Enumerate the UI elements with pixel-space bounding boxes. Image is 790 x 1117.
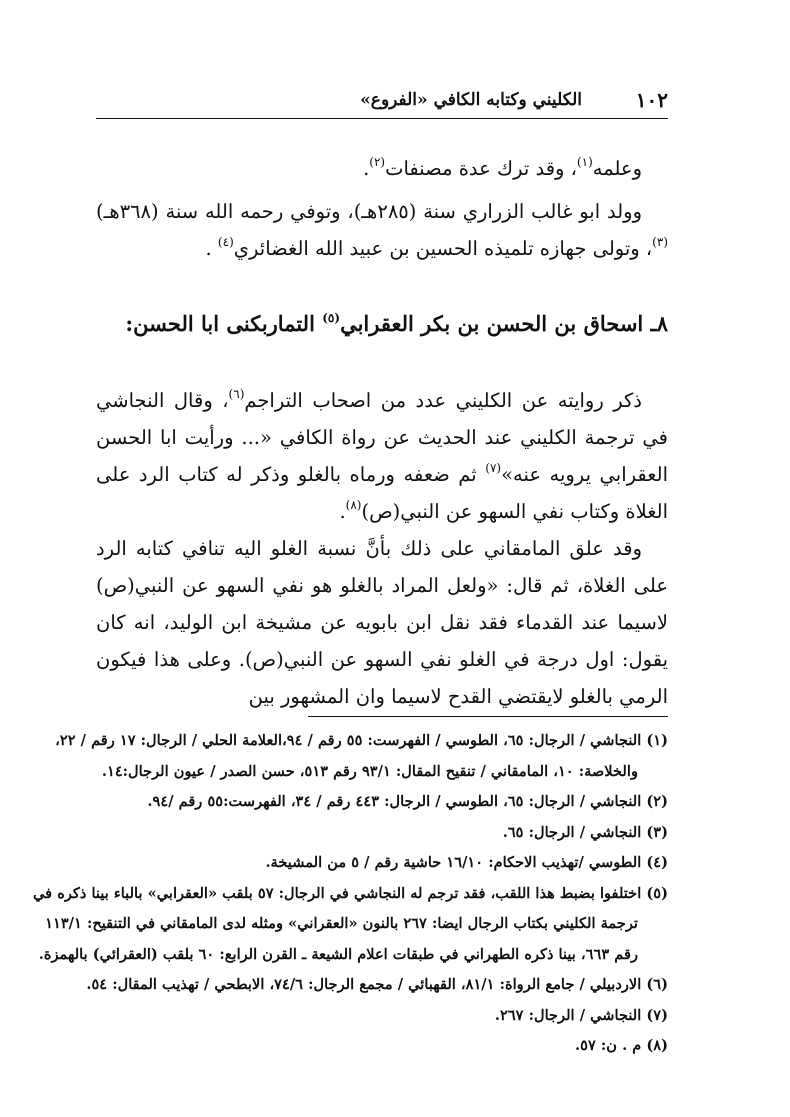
text-run: ، وقال النجاشي في ترجمة الكليني عند الحديث عن رواة الكافي «... ورأيت ابا الحسن العقرابي يرويه عنه»	[96, 389, 669, 486]
paragraph-1	[96, 150, 668, 187]
text-run: ٨ـ اسحاق بن الحسن بن بكر العقرابي	[340, 311, 668, 336]
page-number: ١٠٢	[635, 88, 668, 112]
text-run: .	[339, 500, 346, 523]
footnote-line: (٧) النجاشي / الرجال: ٢٦٧.	[494, 1006, 668, 1024]
text-run: ثم ضعفه ورماه بالغلو وذكر له كتاب الرد على الغلاة وكتاب نفي السهو عن النبي(ص)	[96, 463, 668, 523]
header-divider	[96, 118, 668, 119]
paragraph-3	[96, 382, 668, 530]
footnote-line: (٢) النجاشي / الرجال: ٦٥، الطوسي / الرجال: ٤٤٣ رقم / ٣٤، الفهرست:٥٥ رقم /٩٤.	[147, 793, 668, 810]
text-run: .	[363, 157, 370, 180]
paragraph-2	[96, 193, 668, 267]
footnote-line: (٤) الطوسي /تهذيب الاحكام: ١٦/١٠ حاشية رقم / ٥ من المشيخة.	[265, 854, 668, 871]
footnote-divider	[308, 716, 668, 717]
footnote-ref: (١)	[576, 155, 593, 169]
footnote-line: ترجمة الكليني بكتاب الرجال ايضا: ٢٦٧ بالنون «العقراني» ومثله لدى المامقاني في التنقيح: ١١٣/١	[45, 915, 638, 932]
footnote-ref: (٥)	[322, 311, 341, 325]
footnote-ref: (٤)	[217, 235, 234, 249]
footnotes	[33, 726, 668, 1062]
text-run: ذكر روايته عن الكليني عدد من اصحاب التراجم	[244, 389, 642, 412]
footnote-line: رقم ٦٦٣، بينا ذكره الطهراني في طبقات اعلام الشيعة ـ القرن الرابع: ٦٠ بلقب (العقرائي) بالهمزة.	[38, 945, 638, 963]
text-run: وعلمه	[592, 157, 642, 180]
main-text	[96, 150, 668, 715]
paragraph-4: وقد علق المامقاني على ذلك بأنَّ نسبة الغلو اليه تنافي كتابه الرد على الغلاة، ثم قال: «ولعل المراد بالغلو هو نفي السهو عن النبي(ص) لاسيما عند القدماء فقد نقل ابن بابويه عن مشيخة ابن الوليد، انه كان يقول: اول درجة في الغلو نفي السهو عن النبي(ص). وعلى هذا فيكون الرمي بالغلو لايقتضي القدح لاسيما وان المشهور بين	[96, 537, 668, 708]
text-run: ، وقد ترك عدة مصنفات	[385, 157, 577, 180]
footnote-line: (٦) الاردبيلي / جامع الرواة: ٨١/١، القهبائي / مجمع الرجال: ٧٤/٦، الابطحي / تهذيب المقال: ٥٤.	[86, 976, 668, 993]
footnote-line: (٨) م . ن: ٥٧.	[575, 1037, 668, 1054]
footnote-ref: (٢)	[369, 155, 386, 169]
footnote-ref: (٧)	[485, 461, 502, 475]
section-heading	[96, 305, 668, 342]
footnote-line: (٣) النجاشي / الرجال: ٦٥.	[502, 823, 668, 841]
footnote-line: (١) النجاشي / الرجال: ٦٥، الطوسي / الفهرست: ٥٥ رقم / ٩٤،العلامة الحلي / الرجال: ١٧ رقم / ٢٢،	[55, 732, 668, 749]
text-run: ، وتولى جهازه تلميذه الحسين بن عبيد الله الغضائري	[233, 237, 653, 260]
footnote-line: (٥) اختلفوا بضبط هذا اللقب، فقد ترجم له النجاشي في الرجال: ٥٧ بلقب «العقرابي» بالباء بينا ذكره في	[33, 884, 668, 902]
page-header	[96, 88, 668, 116]
footnote-line: والخلاصة: ١٠، المامقاني / تنقيح المقال: ٩٣/١ رقم ٥١٣، حسن الصدر / عيون الرجال:١٤.	[101, 762, 638, 780]
footnote-ref: (٦)	[228, 387, 245, 401]
text-run: التماربكنى ابا الحسن:	[125, 311, 323, 336]
running-title: الكليني وكتابه الكافي «الفروع»	[360, 90, 582, 110]
footnote-ref: (٣)	[652, 235, 668, 249]
text-run: .	[205, 237, 218, 260]
text-run: وولد ابو غالب الزراري سنة (٢٨٥هـ)، وتوفي رحمه الله سنة (٣٦٨هـ)	[96, 200, 642, 223]
footnote-ref: (٨)	[345, 498, 362, 512]
